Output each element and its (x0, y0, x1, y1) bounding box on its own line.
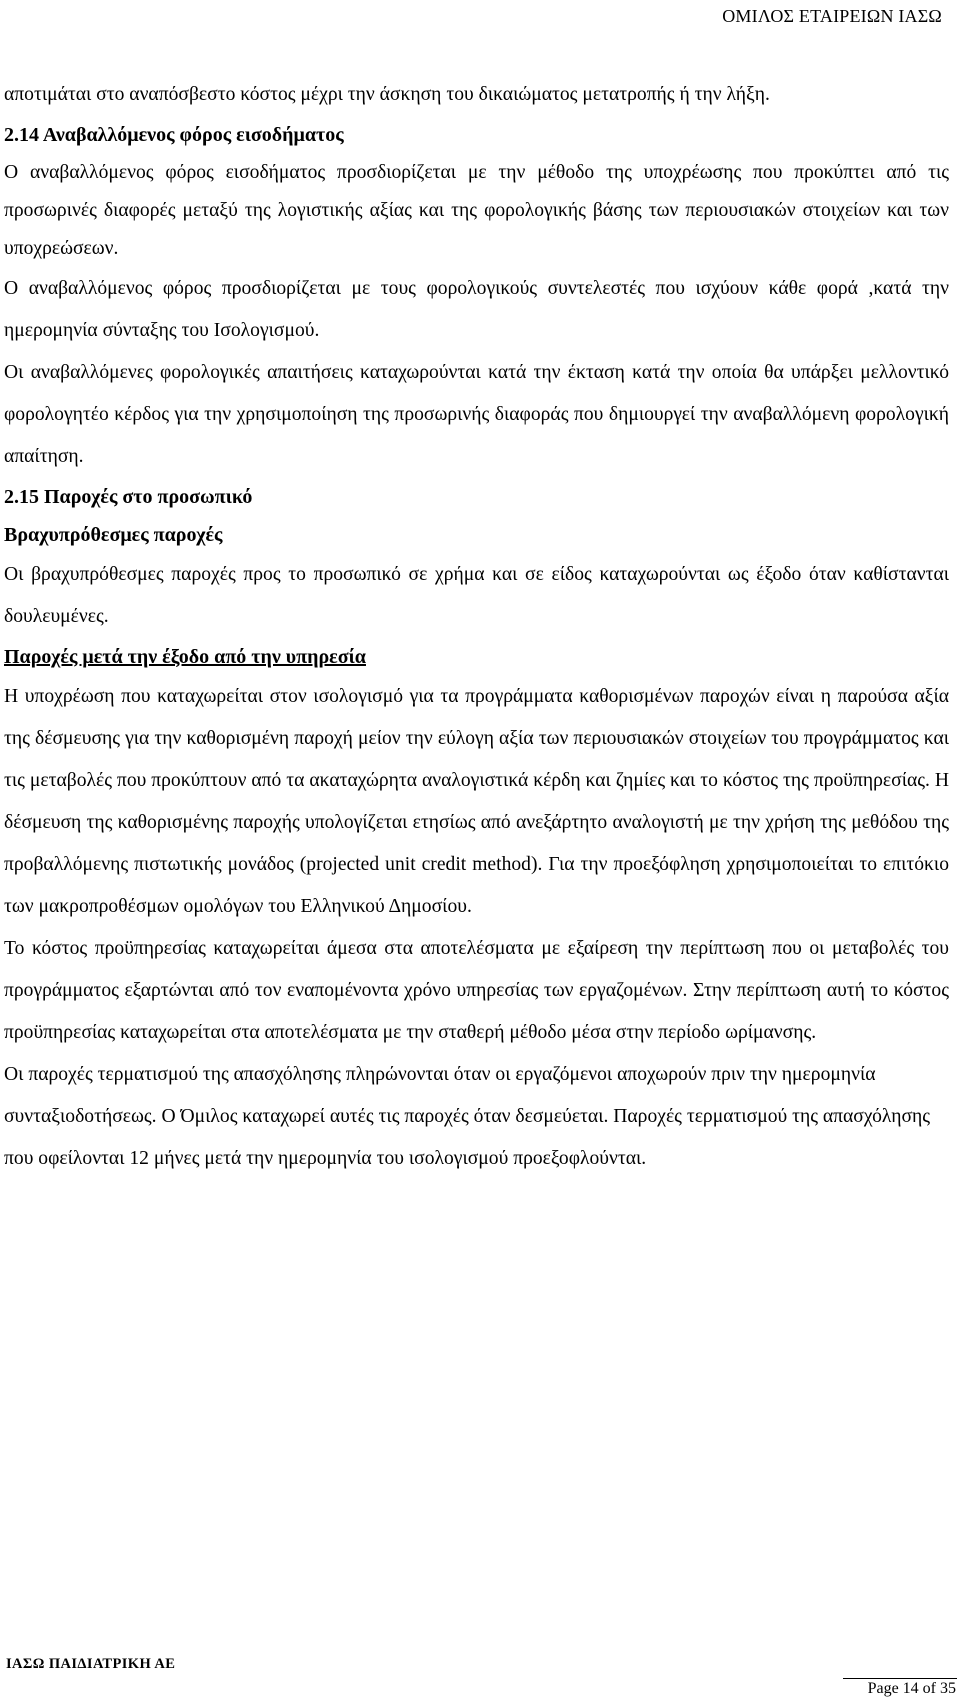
footer-rule (843, 1678, 957, 1679)
document-body (4, 74, 949, 1180)
footer-page-number: Page 14 of 35 (867, 1680, 956, 1697)
paragraph-deferred-tax-rates: Ο αναβαλλόμενος φόρος προσδιορίζεται με τους φορολογικούς συντελεστές που ισχύουν κάθε φορά ,κατά την ημερομηνία σύνταξης του Ισολογισμού. (4, 278, 949, 341)
paragraph-deferred-tax-method: Ο αναβαλλόμενος φόρος εισοδήματος προσδιορίζεται με την μέθοδο της υποχρέωσης που προκύπτει από τις προσωρινές διαφορές μεταξύ της λογιστικής αξίας και της φορολογικής βάσης των περιουσιακών στοιχείων και των υποχρεώσεων. (4, 162, 949, 259)
footer-company: ΙΑΣΩ ΠΑΙΔΙΑΤΡΙΚΗ ΑΕ (6, 1656, 176, 1672)
paragraph-intro: αποτιμάται στο αναπόσβεστο κόστος μέχρι την άσκηση του δικαιώματος μετατροπής ή την λήξη. (4, 84, 770, 105)
paragraph-past-service-cost: Το κόστος προϋπηρεσίας καταχωρείται άμεσα στα αποτελέσματα με εξαίρεση την περίπτωση που οι μεταβολές του προγράμματος εξαρτώνται από τον εναπομένοντα χρόνο υπηρεσίας των εργαζομένων. Στην περίπτωση αυτή το κόστος προϋπηρεσίας καταχωρείται στα αποτελέσματα με την σταθερή μέθοδο μέσα στην περίοδο ωρίμανσης. (4, 938, 949, 1043)
paragraph-short-term-benefits: Οι βραχυπρόθεσμες παροχές προς το προσωπικό σε χρήμα και σε είδος καταχωρούνται ως έξοδο όταν καθίστανται δουλευμένες. (4, 564, 949, 627)
section-heading-2-15: 2.15 Παροχές στο προσωπικό (4, 486, 253, 508)
paragraph-defined-benefit-obligation: Η υποχρέωση που καταχωρείται στον ισολογισμό για τα προγράμματα καθορισμένων παροχών είναι η παρούσα αξία της δέσμευσης για την καθορισμένη παροχή μείον την εύλογη αξία των περιουσιακών στοιχείων του προγράμματος και τις μεταβολές που προκύπτουν από τα ακαταχώρητα αναλογιστικά κέρδη και ζημίες και το κόστος της προϋπηρεσίας. Η δέσμευση της καθορισμένης παροχής υπολογίζεται ετησίως από ανεξάρτητο αναλογιστή με την χρήση της μεθόδου της προβαλλόμενης πιστωτικής μονάδος (projected unit credit method). Για την προεξόφληση χρησιμοποιείται το επιτόκιο των μακροπροθέσμων ομολόγων του Ελληνικού Δημοσίου. (4, 686, 949, 917)
subheading-short-term-benefits: Βραχυπρόθεσμες παροχές (4, 524, 223, 546)
subheading-post-employment-benefits: Παροχές μετά την έξοδο από την υπηρεσία (4, 646, 366, 668)
page-header-company: ΟΜΙΛΟΣ ΕΤΑΙΡΕΙΩΝ ΙΑΣΩ (722, 6, 942, 26)
paragraph-deferred-tax-assets: Οι αναβαλλόμενες φορολογικές απαιτήσεις καταχωρούνται κατά την έκταση κατά την οποία θα υπάρξει μελλοντικό φορολογητέο κέρδος για την χρησιμοποίηση της προσωρινής διαφοράς που δημιουργεί την αναβαλλόμενη φορολογική απαίτηση. (4, 362, 949, 467)
section-heading-2-14: 2.14 Αναβαλλόμενος φόρος εισοδήματος (4, 124, 344, 146)
paragraph-termination-benefits: Οι παροχές τερματισμού της απασχόλησης πληρώνονται όταν οι εργαζόμενοι αποχωρούν πριν την ημερομηνία συνταξιοδοτήσεως. Ο Όμιλος καταχωρεί αυτές τις παροχές όταν δεσμεύεται. Παροχές τερματισμού της απασχόλησης που οφείλονται 12 μήνες μετά την ημερομηνία του ισολογισμού προεξοφλούνται. (4, 1064, 931, 1169)
